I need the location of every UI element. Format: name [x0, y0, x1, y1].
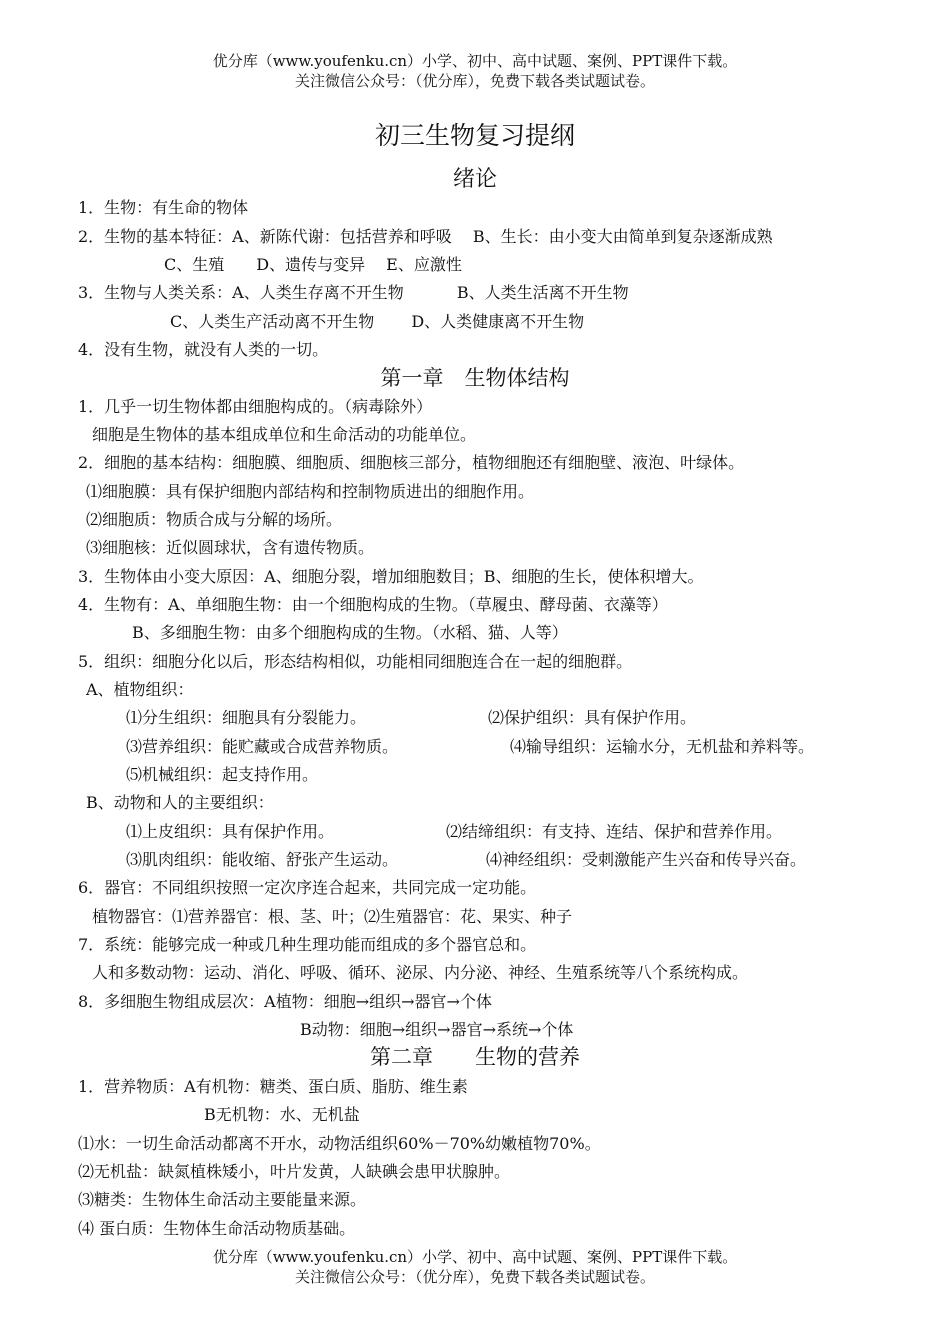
- text-line: 植物器官：⑴营养器官：根、茎、叶；⑵生殖器官：花、果实、种子: [92, 907, 573, 926]
- text-line: 8．多细胞生物组成层次：A植物：细胞→组织→器官→个体: [78, 992, 492, 1011]
- text-line: C、生殖 D、遗传与变异 E、应激性: [164, 255, 462, 274]
- text-line: ⑵无机盐：缺氮植株矮小，叶片发黄，人缺碘会患甲状腺肿。: [78, 1162, 511, 1181]
- text-line: ⑴水：一切生命活动都离不开水，动物活组织60%－70%幼嫩植物70%。: [78, 1134, 601, 1153]
- text-line: 1．营养物质：A有机物：糖类、蛋白质、脂肪、维生素: [78, 1077, 468, 1096]
- text-line: ⑶肌肉组织：能收缩、舒张产生运动。: [126, 850, 399, 869]
- text-line: 4．没有生物，就没有人类的一切。: [78, 340, 329, 359]
- text-line: 5．组织：细胞分化以后，形态结构相似，功能相同细胞连合在一起的细胞群。: [78, 652, 633, 671]
- document-title: 初三生物复习提纲: [374, 121, 575, 150]
- text-line: A、植物组织：: [86, 680, 194, 699]
- text-line: 细胞是生物体的基本组成单位和生命活动的功能单位。: [92, 425, 477, 444]
- text-line: ⑷ 蛋白质：生物体生命活动物质基础。: [78, 1219, 356, 1238]
- text-line: ⑸机械组织：起支持作用。: [126, 765, 319, 784]
- text-line: ⑵保护组织：具有保护作用。: [488, 708, 697, 727]
- text-line: B、多细胞生物：由多个细胞构成的生物。（水稻、猫、人等）: [132, 623, 568, 642]
- text-line: ⑴分生组织：细胞具有分裂能力。: [126, 708, 367, 727]
- text-line: ⑶营养组织：能贮藏或合成营养物质。: [126, 737, 399, 756]
- text-line: 2．细胞的基本结构：细胞膜、细胞质、细胞核三部分，植物细胞还有细胞壁、液泡、叶绿体。: [78, 453, 745, 472]
- text-line: 7．系统：能够完成一种或几种生理功能而组成的多个器官总和。: [78, 935, 537, 954]
- footer-line-2: 关注微信公众号：（优分库），免费下载各类试题试卷。: [294, 1268, 655, 1286]
- chapter-heading: 第一章 生物体结构: [380, 366, 570, 390]
- text-line: 1．几乎一切生物体都由细胞构成的。（病毒除外）: [78, 397, 433, 416]
- text-line: B、动物和人的主要组织：: [86, 793, 274, 812]
- footer-line-1: 优分库（www.youfenku.cn）小学、初中、高中试题、案例、PPT课件下载。: [212, 1248, 738, 1266]
- text-line: 6．器官：不同组织按照一定次序连合起来，共同完成一定功能。: [78, 878, 537, 897]
- section-heading: 绪论: [452, 167, 497, 192]
- text-line: ⑴上皮组织：具有保护作用。: [126, 822, 335, 841]
- text-line: ⑷神经组织：受刺激能产生兴奋和传导兴奋。: [486, 850, 807, 869]
- text-line: 1．生物：有生命的物体: [78, 198, 249, 217]
- header-line-2: 关注微信公众号：（优分库），免费下载各类试题试卷。: [294, 72, 655, 90]
- text-line: ⑴细胞膜：具有保护细胞内部结构和控制物质进出的细胞作用。: [86, 482, 535, 501]
- text-line: 2．生物的基本特征：A、新陈代谢：包括营养和呼吸 B、生长：由小变大由简单到复杂逐渐成熟: [78, 227, 773, 246]
- text-line: 3．生物体由小变大原因：A、细胞分裂，增加细胞数目；B、细胞的生长，使体积增大。: [78, 567, 704, 586]
- text-line: ⑷输导组织：运输水分，无机盐和养料等。: [510, 737, 815, 756]
- text-line: ⑵细胞质：物质合成与分解的场所。: [86, 510, 343, 529]
- text-line: B动物：细胞→组织→器官→系统→个体: [300, 1020, 574, 1039]
- header-line-1: 优分库（www.youfenku.cn）小学、初中、高中试题、案例、PPT课件下载。: [212, 52, 738, 70]
- text-line: C、人类生产活动离不开生物 D、人类健康离不开生物: [170, 312, 585, 331]
- text-line: 4．生物有：A、单细胞生物：由一个细胞构成的生物。（草履虫、酵母菌、衣藻等）: [78, 595, 668, 614]
- text-line: 3．生物与人类关系：A、人类生存离不开生物 B、人类生活离不开生物: [78, 283, 629, 302]
- text-line: 人和多数动物：运动、消化、呼吸、循环、泌尿、内分泌、神经、生殖系统等八个系统构成。: [92, 963, 749, 982]
- text-line: ⑶糖类：生物体生命活动主要能量来源。: [78, 1190, 367, 1209]
- text-line: ⑶细胞核：近似圆球状，含有遗传物质。: [86, 538, 375, 557]
- text-line: B无机物：水、无机盐: [204, 1105, 360, 1124]
- chapter-heading: 第二章 生物的营养: [370, 1045, 580, 1069]
- text-line: ⑵结缔组织：有支持、连结、保护和营养作用。: [446, 822, 783, 841]
